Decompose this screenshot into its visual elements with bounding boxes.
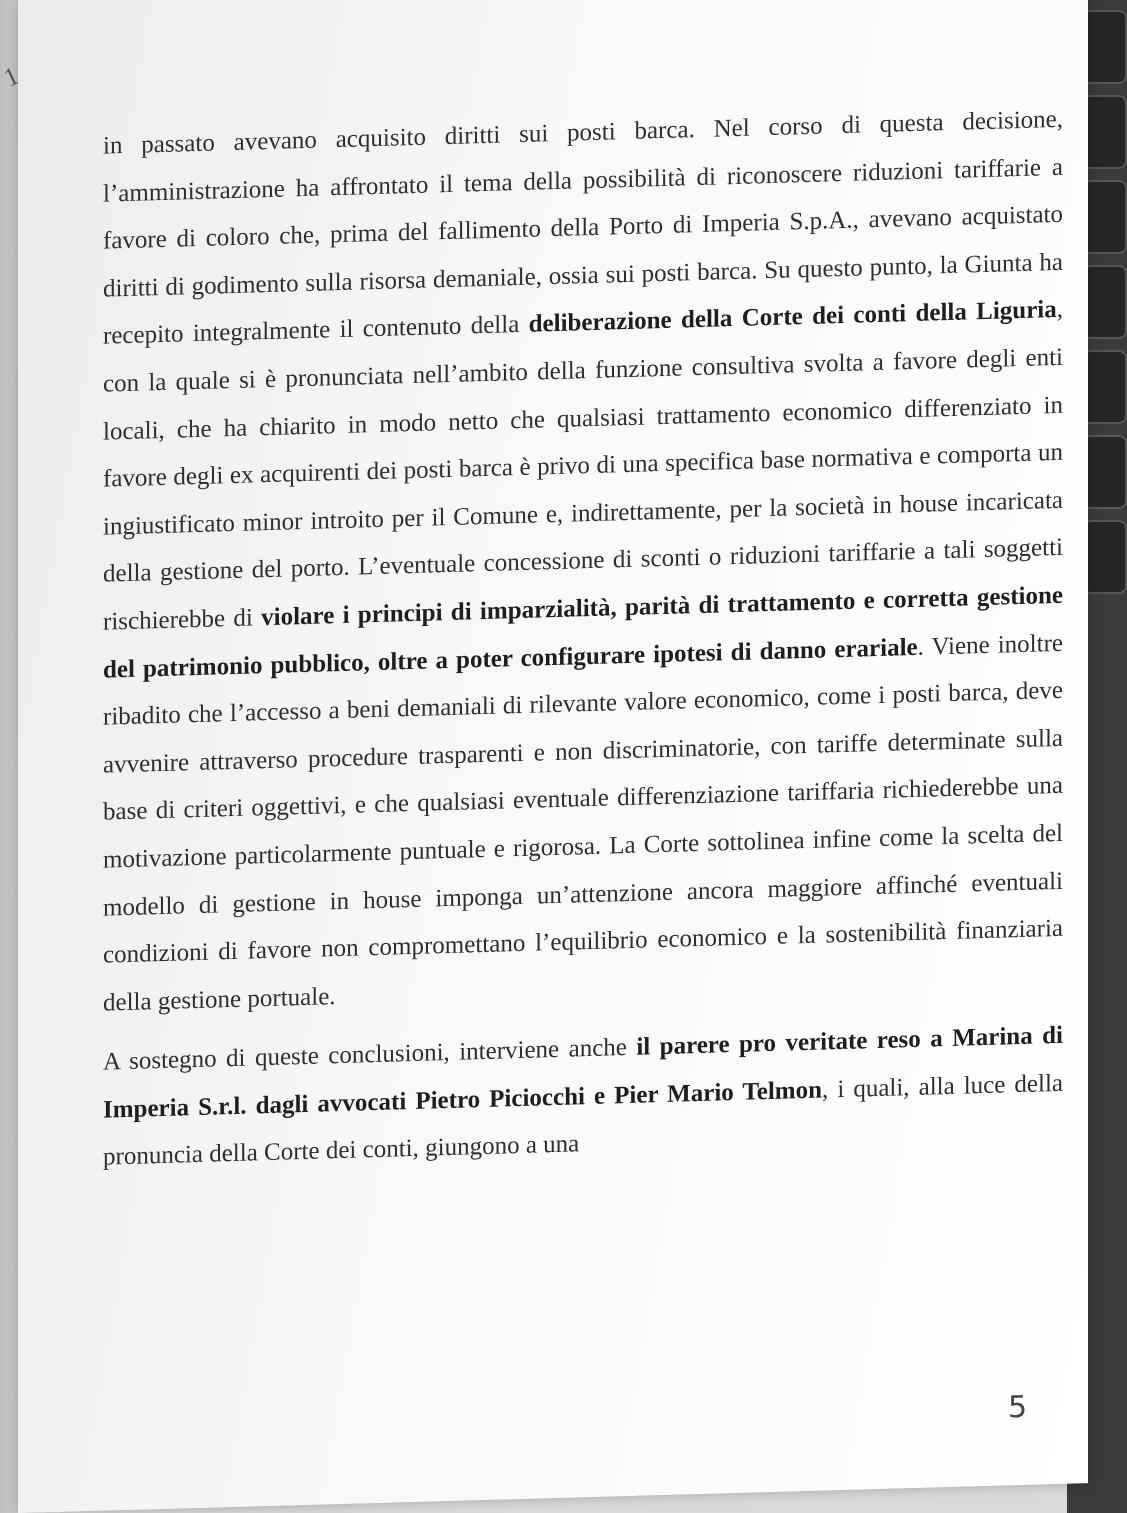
keyboard-key [1083, 95, 1127, 169]
keyboard-key [1083, 180, 1127, 254]
paragraph-1 [103, 96, 1063, 1027]
text-run: A sostegno di queste conclusioni, interviene anche [103, 1034, 637, 1076]
keyboard-key [1083, 350, 1127, 424]
keyboard-key [1083, 520, 1127, 594]
page-number: 5 [1008, 1389, 1028, 1426]
paragraph-2 [103, 1012, 1063, 1182]
text-run: . Viene inoltre ribadito che l’accesso a beni demaniali di rilevante valore economico, come i posti barca, deve avvenire attraverso procedure trasparenti e non discriminatorie, con tariffe determinate sulla base di criteri oggettivi, e che qualsiasi eventuale differenziazione tariffaria richiederebbe una motivazione particolarmente puntuale e rigorosa. La Corte sottolinea infine come la scelta del modello di gestione in house imponga un’attenzione ancora maggiore affinché eventuali condizioni di favore non compromettano l’equilibrio economico e la sostenibilità finanziaria della gestione portuale. [103, 629, 1063, 1017]
text-run: , con la quale si è pronunciata nell’ambito della funzione consultiva svolta a favore degli enti locali, che ha chiarito in modo netto che qualsiasi trattamento economico differenziato in favore degli ex acquirenti dei posti barca è privo di una specifica base normativa e comporta un ingiustificato minor introito per il Comune e, indirettamente, per la società in house incaricata della gestione del porto. L’eventuale concessione di sconti o riduzioni tariffarie a tali soggetti rischierebbe di [103, 296, 1063, 636]
text-run: , i quali, alla luce della pronuncia della Corte dei conti, giungono a una [103, 1069, 1063, 1172]
text-run: in passato avevano acquisito diritti sui posti barca. Nel corso di questa decisione, l’amministrazione ha affrontato il tema della possibilità di riconoscere riduzioni tariffarie a favore di coloro che, prima del fallimento della Porto di Imperia S.p.A., avevano acquistato diritti di godimento sulla risorsa demaniale, ossia sui posti barca. Su questo punto, la Giunta ha recepito integralmente il contenuto della [103, 105, 1063, 351]
bold-run: il parere pro veritate reso a Marina di Imperia S.r.l. dagli avvocati Pietro Piciocchi e Pier Mario Telmon [103, 1022, 1063, 1124]
keyboard-key [1083, 435, 1127, 509]
keyboard-key [1083, 10, 1127, 84]
document-page [18, 0, 1088, 1513]
bold-run: violare i principi di imparzialità, parità di trattamento e corretta gestione del patrimonio pubblico, oltre a poter configurare ipotesi di danno erariale [103, 581, 1063, 684]
keyboard-key [1083, 265, 1127, 339]
bold-run: deliberazione della Corte dei conti della Liguria [528, 296, 1057, 339]
body-text [103, 96, 1063, 1182]
